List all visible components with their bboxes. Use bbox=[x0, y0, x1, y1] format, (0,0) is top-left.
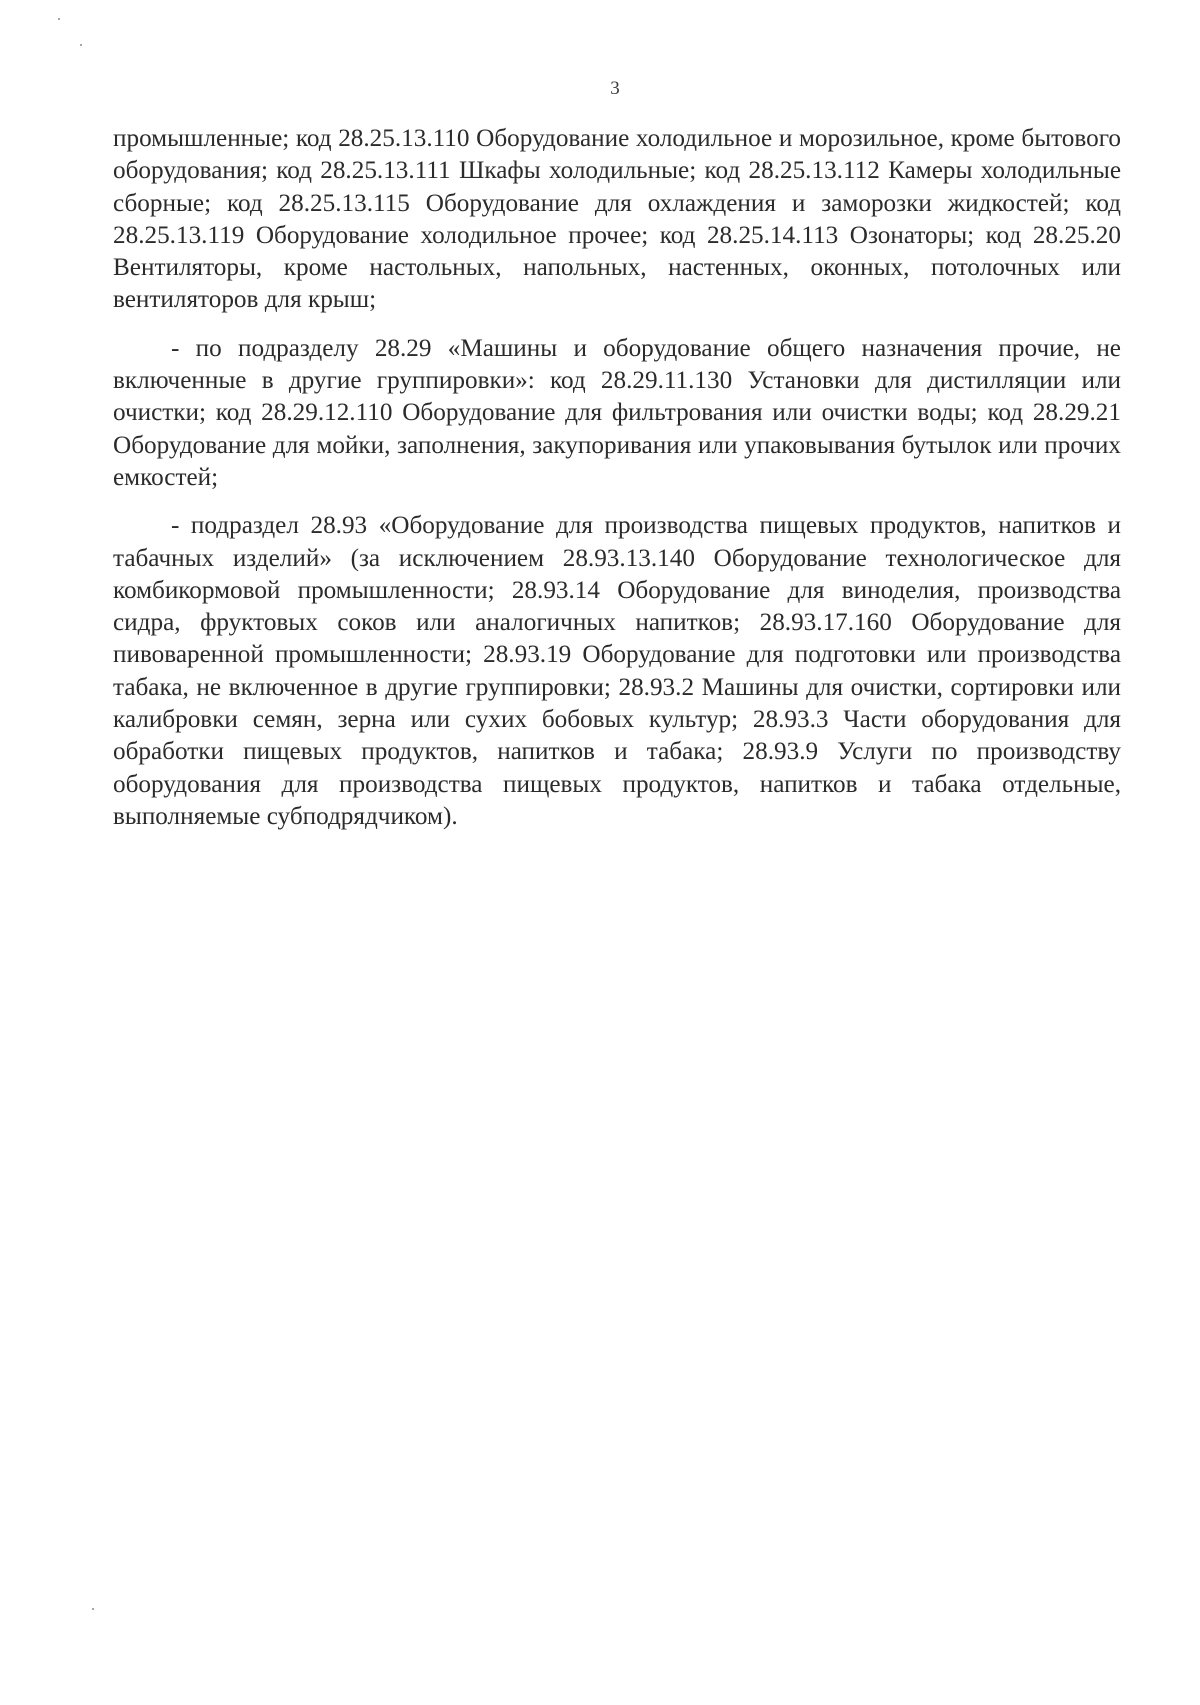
paragraph-subsection-28-29: - по подразделу 28.29 «Машины и оборудование общего назначения прочие, не включенные в другие группировки»: код 28.29.11.130 Установки для дистилляции или очистки; код 28.29.12.110 Оборудование для фильтрования или очистки воды; код 28.29.21 Оборудование для мойки, заполнения, закупоривания или упаковывания бутылок или прочих емкостей; bbox=[113, 334, 1121, 491]
paragraph-refrigeration-codes: промышленные; код 28.25.13.110 Оборудование холодильное и морозильное, кроме бытового оборудования; код 28.25.13.111 Шкафы холодильные; код 28.25.13.112 Камеры холодильные сборные; код 28.25.13.115 Оборудование для охлаждения и заморозки жидкостей; код 28.25.13.119 Оборудование холодильное прочее; код 28.25.14.113 Озонаторы; код 28.25.20 Вентиляторы, кроме настольных, напольных, настенных, оконных, потолочных или вентиляторов для крыш; bbox=[113, 125, 1121, 314]
document-body bbox=[113, 123, 1121, 833]
scan-speck bbox=[58, 18, 60, 20]
page-number: 3 bbox=[610, 78, 620, 99]
scan-speck bbox=[92, 1608, 94, 1610]
paragraph-subsection-28-93: - подраздел 28.93 «Оборудование для производства пищевых продуктов, напитков и табачных изделий» (за исключением 28.93.13.140 Оборудование технологическое для комбикормовой промышленности; 28.93.14 Оборудование для виноделия, производства сидра, фруктовых соков или аналогичных напитков; 28.93.17.160 Оборудование для пивоваренной промышленности; 28.93.19 Оборудование для подготовки или производства табака, не включенное в другие группировки; 28.93.2 Машины для очистки, сортировки или калибровки семян, зерна или сухих бобовых культур; 28.93.3 Части оборудования для обработки пищевых продуктов, напитков и табака; 28.93.9 Услуги по производству оборудования для производства пищевых продуктов, напитков и табака отдельные, выполняемые субподрядчиком). bbox=[113, 512, 1121, 830]
scan-speck bbox=[80, 44, 82, 46]
